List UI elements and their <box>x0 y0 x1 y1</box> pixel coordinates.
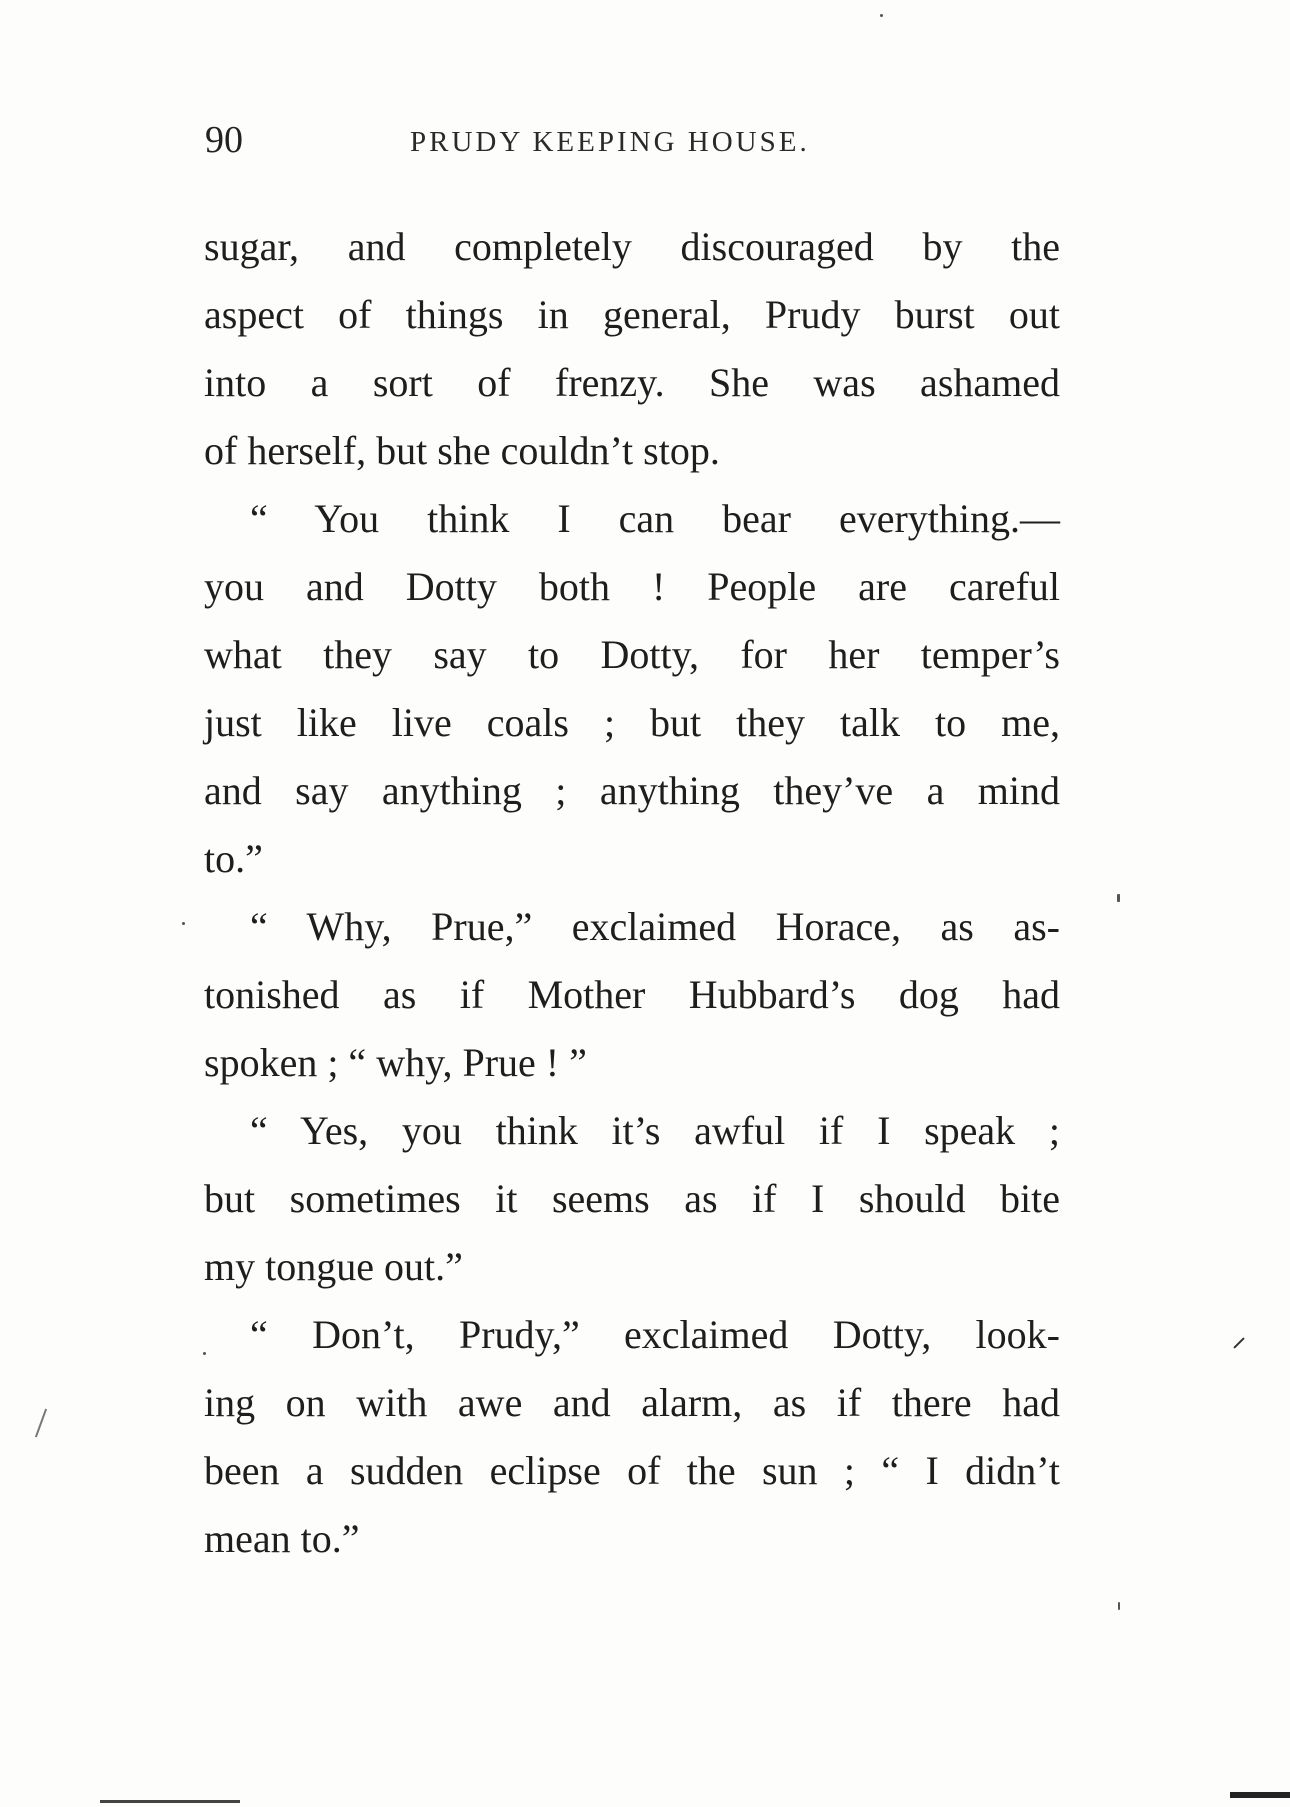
scan-mark <box>100 1800 240 1803</box>
running-head <box>205 118 1065 162</box>
running-title: PRUDY KEEPING HOUSE. <box>410 126 810 158</box>
paragraph <box>204 1301 1060 1573</box>
scan-speck <box>1118 1602 1120 1610</box>
text-line: “ Yes, you think it’s awful if I speak ; <box>250 1108 1060 1153</box>
text-line: sugar, and completely discouraged by the <box>204 224 1060 269</box>
text-line: “ You think I can bear everything.— <box>250 496 1060 541</box>
page-number: 90 <box>205 119 243 161</box>
scan-mark <box>1230 1792 1290 1798</box>
text-line: and say anything ; anything they’ve a mind <box>204 768 1060 813</box>
paragraph <box>204 485 1060 893</box>
scan-mark <box>35 1409 47 1438</box>
text-line: what they say to Dotty, for her temper’s <box>204 632 1060 677</box>
text-line: you and Dotty both ! People are careful <box>204 564 1060 609</box>
body-text <box>204 213 1060 1573</box>
scan-speck <box>203 1352 206 1355</box>
paragraph <box>204 893 1060 1097</box>
paragraph <box>204 1097 1060 1301</box>
text-line: to.” <box>204 836 263 881</box>
text-line: “ Why, Prue,” exclaimed Horace, as as- <box>250 904 1060 949</box>
scan-speck <box>182 922 185 925</box>
text-line: my tongue out.” <box>204 1244 463 1289</box>
text-line: just like live coals ; but they talk to me, <box>204 700 1060 745</box>
text-line: been a sudden eclipse of the sun ; “ I didn’t <box>204 1448 1060 1493</box>
text-line: into a sort of frenzy. She was ashamed <box>204 360 1060 405</box>
text-line: aspect of things in general, Prudy burst out <box>204 292 1060 337</box>
text-line: spoken ; “ why, Prue ! ” <box>204 1040 587 1085</box>
text-line: “ Don’t, Prudy,” exclaimed Dotty, look- <box>250 1312 1060 1357</box>
text-line: tonished as if Mother Hubbard’s dog had <box>204 972 1060 1017</box>
scan-speck <box>880 14 883 17</box>
paragraph <box>204 213 1060 485</box>
text-line: but sometimes it seems as if I should bite <box>204 1176 1060 1221</box>
scan-speck <box>1117 894 1120 902</box>
text-line: of herself, but she couldn’t stop. <box>204 428 720 473</box>
scan-mark <box>1233 1337 1244 1348</box>
text-line: ing on with awe and alarm, as if there had <box>204 1380 1060 1425</box>
text-line: mean to.” <box>204 1516 360 1561</box>
